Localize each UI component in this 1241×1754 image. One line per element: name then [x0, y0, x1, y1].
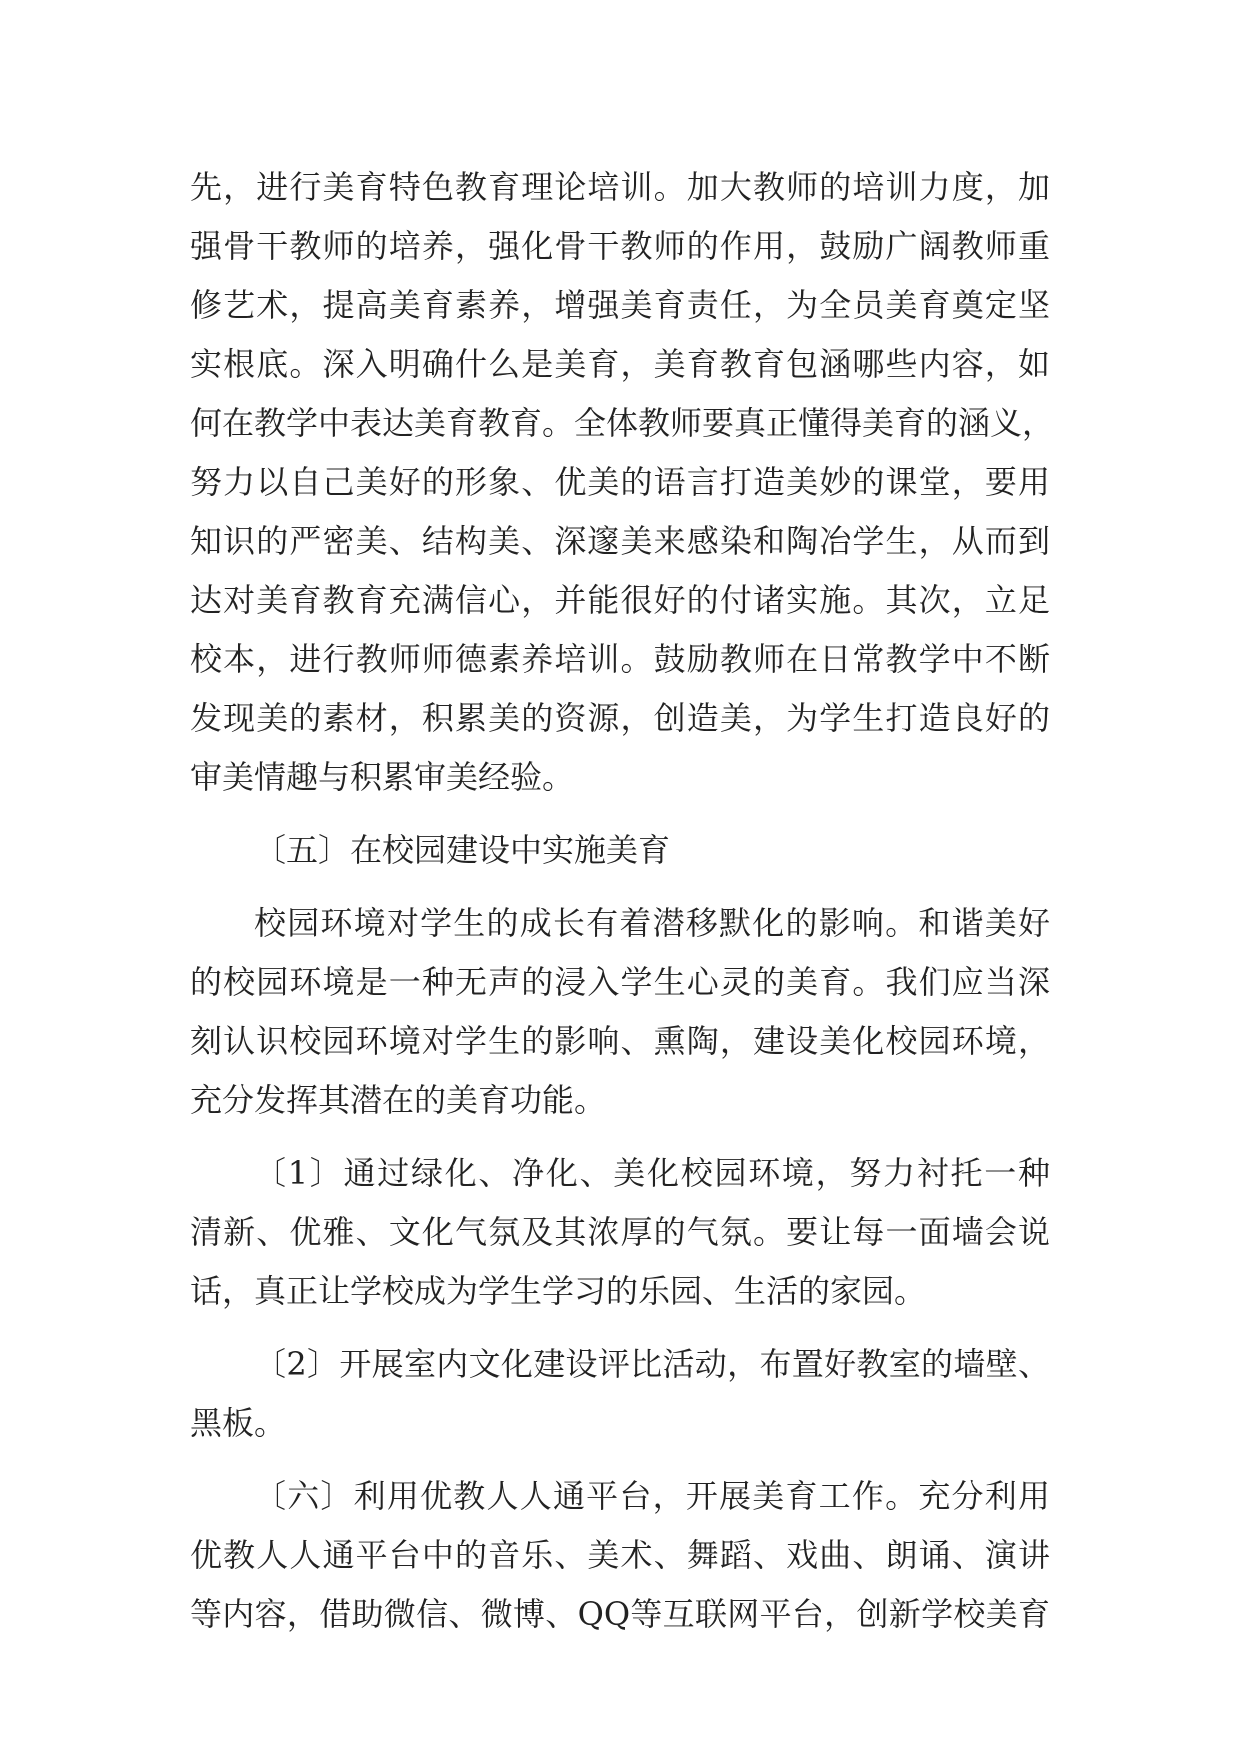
- paragraph-gap: [190, 1453, 1050, 1467]
- paragraph-line: 充分发挥其潜在的美育功能。: [190, 1081, 607, 1119]
- paragraph-line: 刻认识校园环境对学生的影响、熏陶，建设美化校园环境，: [190, 1022, 1050, 1060]
- paragraph-line: 强骨干教师的培养，强化骨干教师的作用，鼓励广阔教师重: [190, 227, 1050, 265]
- paragraph-line: 实根底。深入明确什么是美育，美育教育包涵哪些内容，如: [190, 345, 1050, 383]
- document-body: [190, 158, 1055, 1644]
- paragraph-gap: [190, 1321, 1050, 1335]
- paragraph-line: 清新、优雅、文化气氛及其浓厚的气氛。要让每一面墙会说: [190, 1213, 1050, 1251]
- paragraph-line: 等内容，借助微信、微博、QQ等互联网平台，创新学校美育: [190, 1595, 1050, 1633]
- paragraph-line: 黑板。: [190, 1404, 287, 1442]
- paragraph-line: 知识的严密美、结构美、深邃美来感染和陶冶学生，从而到: [190, 522, 1050, 560]
- paragraph-line: 校园环境对学生的成长有着潜移默化的影响。和谐美好: [254, 904, 1050, 942]
- paragraph-gap: [190, 1130, 1050, 1144]
- paragraph-line: 话，真正让学校成为学生学习的乐园、生活的家园。: [190, 1272, 927, 1310]
- paragraph-line: 发现美的素材，积累美的资源，创造美，为学生打造良好的: [190, 699, 1050, 737]
- paragraph-line: 〔2〕开展室内文化建设评比活动，布置好教室的墙壁、: [254, 1345, 1050, 1383]
- paragraph-line: 的校园环境是一种无声的浸入学生心灵的美育。我们应当深: [190, 963, 1050, 1001]
- paragraph-line: 修艺术，提高美育素养，增强美育责任，为全员美育奠定坚: [190, 286, 1050, 324]
- paragraph-line: 校本，进行教师师德素养培训。鼓励教师在日常教学中不断: [190, 640, 1050, 678]
- paragraph-gap: [190, 807, 1050, 821]
- paragraph-line: 达对美育教育充满信心，并能很好的付诸实施。其次，立足: [190, 581, 1050, 619]
- section-heading: 〔五〕在校园建设中实施美育: [254, 831, 671, 869]
- paragraph-line: 何在教学中表达美育教育。全体教师要真正懂得美育的涵义，: [190, 404, 1055, 442]
- paragraph-line: 努力以自己美好的形象、优美的语言打造美妙的课堂，要用: [190, 463, 1050, 501]
- paragraph-line: 〔1〕通过绿化、净化、美化校园环境，努力衬托一种: [254, 1154, 1050, 1192]
- paragraph-gap: [190, 880, 1050, 894]
- paragraph-line: 优教人人通平台中的音乐、美术、舞蹈、戏曲、朗诵、演讲: [190, 1536, 1050, 1574]
- paragraph-line: 〔六〕利用优教人人通平台，开展美育工作。充分利用: [254, 1477, 1050, 1515]
- paragraph-line: 先，进行美育特色教育理论培训。加大教师的培训力度，加: [190, 168, 1050, 206]
- paragraph-line: 审美情趣与积累审美经验。: [190, 758, 575, 796]
